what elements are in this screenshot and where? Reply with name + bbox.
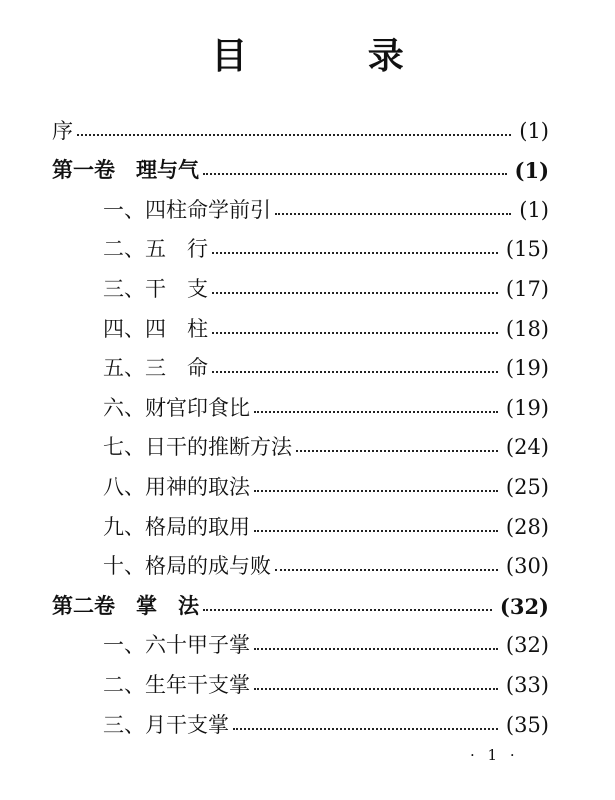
toc-dot-leader (203, 609, 492, 611)
toc-entry-page: (1) (514, 158, 549, 184)
toc-entry-label: 七、日干的推断方法 (103, 435, 292, 460)
toc-entry[interactable] (52, 544, 549, 584)
toc-entry-label: 一、六十甲子掌 (103, 633, 250, 658)
toc-entry-label: 二、生年干支掌 (103, 672, 250, 697)
page-number: · 1 · (470, 746, 519, 764)
toc-dot-leader (254, 648, 498, 650)
toc-dot-leader (254, 411, 498, 413)
toc-entry[interactable] (52, 187, 549, 227)
toc-entry-label: 第一卷 理与气 (52, 158, 199, 183)
table-of-contents (52, 108, 549, 742)
toc-entry-page: (15) (505, 237, 549, 262)
toc-entry[interactable] (52, 623, 549, 663)
toc-entry-page: (28) (505, 514, 549, 539)
toc-entry[interactable] (52, 108, 549, 148)
toc-entry-label: 序 (52, 118, 73, 143)
toc-dot-leader (254, 490, 498, 492)
toc-entry-page: (24) (505, 435, 549, 460)
toc-entry-page: (19) (505, 395, 549, 420)
toc-entry[interactable] (52, 662, 549, 702)
toc-entry-label: 六、财官印食比 (103, 395, 250, 420)
toc-dot-leader (212, 252, 498, 254)
toc-entry-page: (1) (519, 118, 549, 143)
toc-entry-page: (1) (519, 197, 549, 222)
toc-volume-entry[interactable] (52, 583, 549, 623)
toc-entry[interactable] (52, 306, 549, 346)
toc-entry[interactable] (52, 266, 549, 306)
toc-entry-page: (32) (499, 593, 549, 619)
toc-entry-page: (30) (505, 554, 549, 579)
toc-entry[interactable] (52, 504, 549, 544)
toc-dot-leader (254, 530, 498, 532)
toc-entry[interactable] (52, 346, 549, 386)
toc-entry-label: 二、五 行 (103, 237, 208, 262)
toc-entry-label: 三、干 支 (103, 276, 208, 301)
page-title: 目 录 (211, 35, 458, 77)
toc-dot-leader (212, 371, 498, 373)
toc-dot-leader (212, 292, 498, 294)
toc-entry[interactable] (52, 464, 549, 504)
toc-entry[interactable] (52, 425, 549, 465)
toc-entry-label: 五、三 命 (103, 356, 208, 381)
toc-dot-leader (233, 728, 498, 730)
toc-entry-label: 一、四柱命学前引 (103, 197, 271, 222)
toc-volume-entry[interactable] (52, 148, 549, 188)
toc-entry[interactable] (52, 702, 549, 742)
toc-dot-leader (254, 688, 498, 690)
toc-dot-leader (296, 450, 498, 452)
toc-entry-label: 四、四 柱 (103, 316, 208, 341)
toc-entry-label: 九、格局的取用 (103, 514, 250, 539)
toc-entry-page: (33) (505, 672, 549, 697)
toc-entry-page: (18) (505, 316, 549, 341)
toc-entry-page: (32) (505, 633, 549, 658)
toc-entry-label: 第二卷 掌 法 (52, 593, 199, 618)
toc-dot-leader (77, 134, 511, 136)
toc-dot-leader (275, 213, 511, 215)
toc-entry-page: (35) (505, 712, 549, 737)
toc-dot-leader (212, 332, 498, 334)
toc-entry-label: 十、格局的成与败 (103, 554, 271, 579)
toc-entry-page: (25) (505, 474, 549, 499)
toc-entry-page: (17) (505, 276, 549, 301)
toc-entry[interactable] (52, 227, 549, 267)
toc-entry-page: (19) (505, 356, 549, 381)
toc-entry-label: 三、月干支掌 (103, 712, 229, 737)
toc-entry[interactable] (52, 385, 549, 425)
toc-entry-label: 八、用神的取法 (103, 474, 250, 499)
toc-dot-leader (203, 173, 507, 175)
toc-dot-leader (275, 569, 498, 571)
